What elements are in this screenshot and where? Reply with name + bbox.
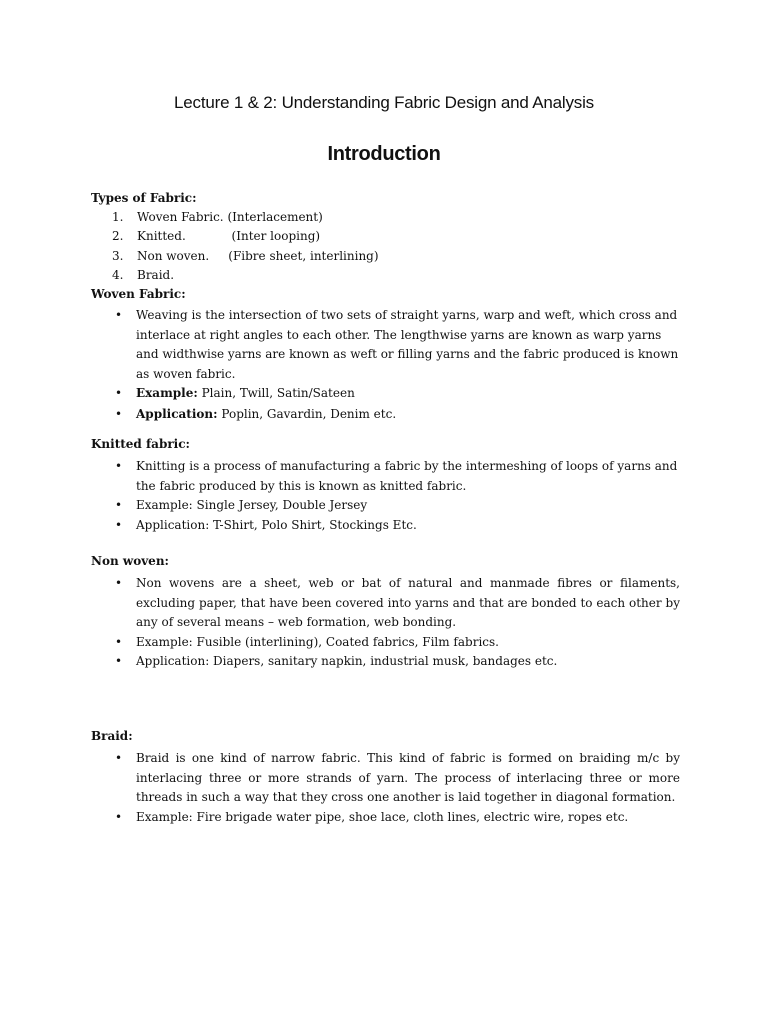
list-item (112, 749, 680, 808)
bullet-icon: • (115, 406, 123, 421)
braid-example: Example: Fire brigade water pipe, shoe lace, cloth lines, electric wire, ropes etc. (136, 809, 629, 824)
list-item (112, 516, 680, 536)
types-of-fabric-heading: Types of Fabric: (91, 191, 197, 205)
non-woven-application: Application: Diapers, sanitary napkin, industrial musk, bandages etc. (136, 654, 558, 668)
knitted-fabric-heading: Knitted fabric: (91, 437, 190, 451)
bullet-icon: • (115, 308, 123, 322)
bullet-icon: • (115, 459, 123, 473)
non-woven-example: Example: Fusible (interlining), Coated fabrics, Film fabrics. (136, 634, 499, 649)
bullet-icon: • (115, 751, 123, 765)
list-item (112, 210, 379, 229)
woven-fabric-list (112, 306, 680, 424)
woven-description: Weaving is the intersection of two sets of straight yarns, warp and weft, which cross and interlace at right angles to each other. The lengthwise yarns are known as warp yarns and widthwise yarns are known as weft or filling yarns and the fabric produced is known as woven fabric. (136, 308, 679, 381)
list-item (112, 633, 680, 653)
list-item-text: Knitted. (Inter looping) (137, 229, 321, 244)
list-item (112, 405, 680, 425)
list-item (112, 249, 379, 268)
example-label: Example: (136, 386, 198, 400)
bullet-icon: • (115, 809, 123, 824)
bullet-icon: • (115, 386, 123, 400)
knitted-application: Application: T-Shirt, Polo Shirt, Stockings Etc. (136, 517, 417, 532)
woven-fabric-heading: Woven Fabric: (91, 287, 186, 301)
woven-application: Poplin, Gavardin, Denim etc. (217, 406, 397, 421)
bullet-icon: • (115, 498, 123, 512)
list-item (112, 496, 680, 516)
list-item (112, 229, 379, 248)
non-woven-heading: Non woven: (91, 554, 169, 568)
knitted-example: Example: Single Jersey, Double Jersey (136, 498, 368, 512)
braid-list (112, 749, 680, 827)
introduction-heading: Introduction (327, 143, 441, 165)
non-woven-list (112, 574, 680, 672)
list-item-text: Non woven. (Fibre sheet, interlining) (137, 248, 379, 263)
list-item (112, 652, 680, 672)
bullet-icon: • (115, 576, 123, 590)
list-item-text: Woven Fabric. (Interlacement) (137, 210, 323, 224)
list-item (112, 268, 379, 287)
list-number: 3. (112, 248, 124, 263)
woven-example: Plain, Twill, Satin/Sateen (197, 386, 355, 400)
fabric-types-list (112, 210, 379, 288)
list-number: 1. (112, 210, 124, 224)
lecture-title: Lecture 1 & 2: Understanding Fabric Design and Analysis (174, 93, 594, 112)
braid-heading: Braid: (91, 729, 133, 743)
bullet-icon: • (115, 634, 123, 649)
list-number: 2. (112, 229, 124, 244)
list-item (112, 574, 680, 633)
list-item (112, 457, 680, 496)
non-woven-description: Non wovens are a sheet, web or bat of natural and manmade fibres or filaments, excluding paper, that have been covered into yarns and that are bonded to each other by any of several means – web formation, web bonding. (136, 576, 680, 629)
bullet-icon: • (115, 654, 123, 668)
application-label: Application: (136, 406, 218, 421)
list-item (112, 384, 680, 404)
list-item (112, 306, 680, 384)
braid-description: Braid is one kind of narrow fabric. This kind of fabric is formed on braiding m/c by interlacing three or more strands of yarn. The process of interlacing three or more threads in such a way that they cross one another is laid together in diagonal formation. (136, 751, 680, 804)
list-item-text: Braid. (137, 268, 175, 283)
bullet-icon: • (115, 517, 123, 532)
knitted-fabric-list (112, 457, 680, 535)
list-number: 4. (112, 268, 124, 283)
list-item (112, 808, 680, 828)
knitted-description: Knitting is a process of manufacturing a fabric by the intermeshing of loops of yarns and the fabric produced by this is known as knitted fabric. (136, 459, 678, 493)
